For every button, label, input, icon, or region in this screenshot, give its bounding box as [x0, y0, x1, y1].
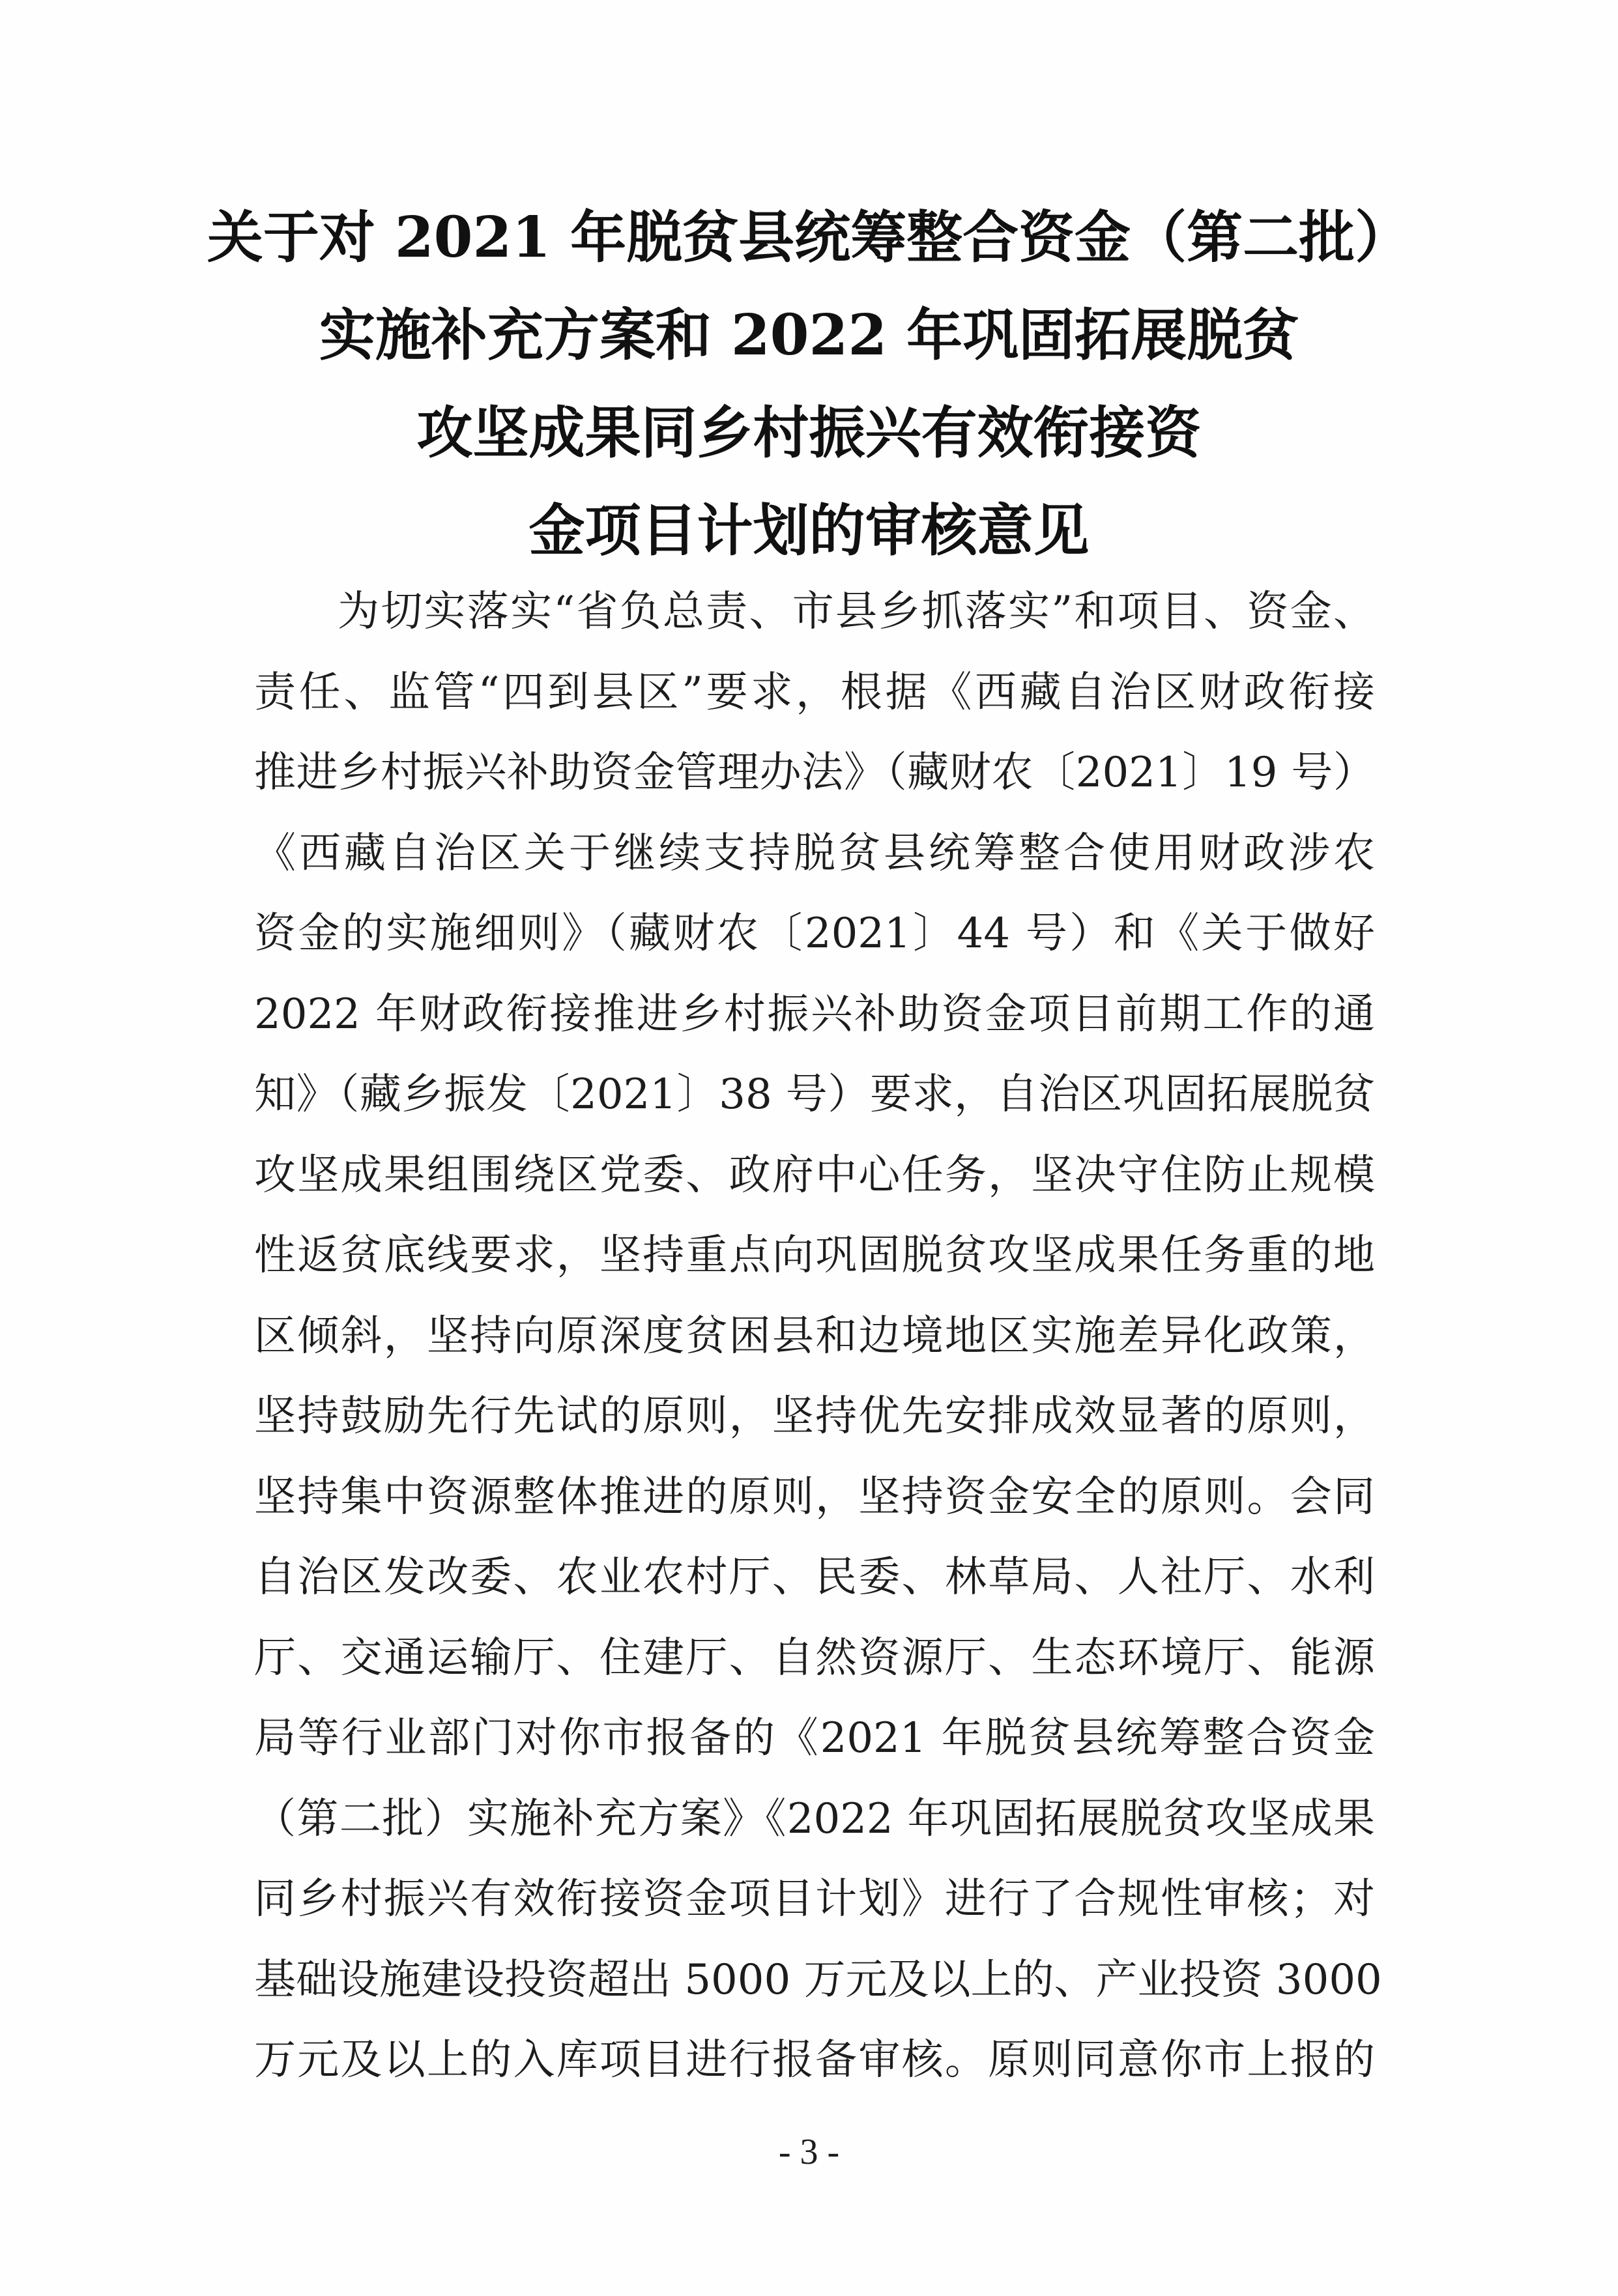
body-line: 局等行业部门对你市报备的《2021 年脱贫县统筹整合资金 [254, 1714, 1375, 1762]
body-line: 知》（藏乡振发〔2021〕38 号）要求，自治区巩固拓展脱贫 [254, 1070, 1375, 1119]
body-line: 性返贫底线要求，坚持重点向巩固脱贫攻坚成果任务重的地 [254, 1231, 1375, 1280]
body-line: 2022 年财政衔接推进乡村振兴补助资金项目前期工作的通 [254, 990, 1375, 1039]
body-line: 攻坚成果组围绕区党委、政府中心任务，坚决守住防止规模 [254, 1151, 1375, 1199]
body-line: 万元及以上的入库项目进行报备审核。原则同意你市上报的 [254, 2036, 1375, 2084]
body-line: 厅、交通运输厅、住建厅、自然资源厅、生态环境厅、能源 [254, 1633, 1375, 1682]
document-title [195, 189, 1423, 580]
body-line: 为切实落实“省负总责、市县乡抓落实”和项目、资金、 [338, 588, 1375, 636]
body-line: （第二批）实施补充方案》《2022 年巩固拓展脱贫攻坚成果 [254, 1794, 1375, 1843]
page-number: - 3 - [778, 2132, 840, 2172]
body-line: 区倾斜，坚持向原深度贫困县和边境地区实施差异化政策， [254, 1312, 1375, 1360]
body-line: 推进乡村振兴补助资金管理办法》（藏财农〔2021〕19 号） [254, 749, 1375, 797]
title-line: 实施补充方案和 2022 年巩固拓展脱贫 [319, 302, 1299, 368]
body-line: 同乡村振兴有效衔接资金项目计划》进行了合规性审核；对 [254, 1875, 1375, 1923]
body-line: 责任、监管“四到县区”要求，根据《西藏自治区财政衔接 [254, 668, 1375, 717]
body-paragraph [254, 572, 1382, 2101]
body-line: 资金的实施细则》（藏财农〔2021〕44 号）和《关于做好 [254, 910, 1375, 958]
body-line: 坚持鼓励先行先试的原则，坚持优先安排成效显著的原则， [254, 1392, 1375, 1441]
title-line: 攻坚成果同乡村振兴有效衔接资 [416, 400, 1202, 466]
title-line: 金项目计划的审核意见 [528, 498, 1090, 564]
body-line: 基础设施建设投资超出 5000 万元及以上的、产业投资 3000 [254, 1955, 1382, 2004]
body-line: 坚持集中资源整体推进的原则，坚持资金安全的原则。会同 [254, 1472, 1375, 1521]
body-line: 《西藏自治区关于继续支持脱贫县统筹整合使用财政涉农 [254, 829, 1375, 878]
body-line: 自治区发改委、农业农村厅、民委、林草局、人社厅、水利 [254, 1553, 1375, 1601]
title-line: 关于对 2021 年脱贫县统筹整合资金（第二批） [207, 205, 1411, 270]
